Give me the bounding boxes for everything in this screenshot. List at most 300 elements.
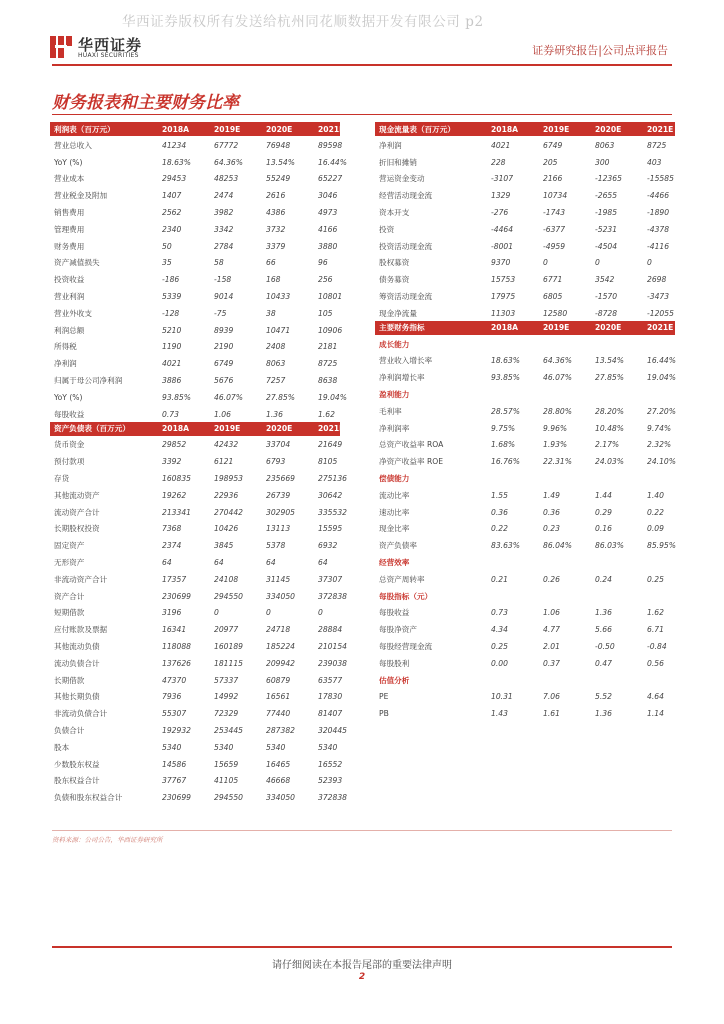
- row-value: 0.29: [595, 507, 612, 517]
- row-value: 118088: [162, 642, 191, 651]
- row-value: 2784: [214, 241, 234, 251]
- row-value: 46.07%: [543, 373, 572, 383]
- row-value: 1.62: [647, 608, 664, 618]
- row-value: 10801: [318, 292, 343, 302]
- row-value: 256: [318, 275, 333, 285]
- row-value: 2166: [543, 174, 563, 184]
- row-label: 负债合计: [54, 725, 85, 735]
- row-value: 205: [543, 157, 558, 167]
- row-value: 2190: [214, 342, 234, 352]
- row-value: 21649: [318, 440, 343, 450]
- table-row: [50, 469, 340, 486]
- row-value: 1.06: [543, 608, 560, 618]
- row-label: 每股收益: [379, 608, 410, 618]
- table-row: [375, 153, 675, 170]
- table-row: [50, 637, 340, 654]
- row-value: 2340: [162, 224, 182, 234]
- row-value: 81407: [318, 709, 343, 719]
- table-row: [50, 503, 340, 520]
- table-row: [375, 136, 675, 153]
- huaxi-logo-icon: [50, 34, 72, 60]
- row-value: 294550: [214, 793, 243, 803]
- table-title: 利润表（百万元）: [50, 122, 160, 136]
- year-header: 2018A: [160, 122, 212, 136]
- table-row: [375, 604, 675, 621]
- row-value: 33704: [266, 440, 291, 450]
- row-label: 销售费用: [54, 208, 85, 218]
- row-label: 营业税金及附加: [54, 191, 108, 201]
- row-value: 96: [318, 258, 328, 268]
- row-value: 5210: [162, 325, 182, 335]
- table-row: [375, 287, 675, 304]
- row-value: 1.06: [214, 409, 231, 419]
- row-value: 16.76%: [491, 457, 520, 467]
- table-title: 主要财务指标: [375, 321, 489, 335]
- row-value: 3732: [266, 224, 286, 234]
- row-value: 181115: [214, 658, 243, 668]
- header-divider: [52, 64, 672, 66]
- row-value: 14992: [214, 692, 239, 702]
- row-value: -4464: [491, 224, 514, 234]
- table-row: [50, 704, 340, 721]
- row-value: 7257: [266, 376, 286, 386]
- row-value: 19.04%: [647, 373, 676, 383]
- table-row: [50, 203, 340, 220]
- row-value: 93.85%: [162, 392, 191, 402]
- table-row: [375, 237, 675, 254]
- row-value: 64: [318, 558, 328, 568]
- table-row: [375, 436, 675, 453]
- row-label: 总资产周转率: [379, 574, 425, 584]
- row-value: 17357: [162, 574, 187, 584]
- row-value: 160189: [214, 642, 243, 651]
- row-value: -1743: [543, 208, 566, 218]
- table-row: [50, 587, 340, 604]
- row-value: 0.25: [491, 642, 508, 651]
- row-label: 债务募资: [379, 275, 410, 285]
- source-note: 资料来源：公司公告，华西证券研究所: [52, 836, 163, 844]
- row-value: 4.77: [543, 625, 560, 635]
- table-row: [50, 536, 340, 553]
- row-value: 1.93%: [543, 440, 568, 450]
- row-label: 应付账款及票据: [54, 625, 108, 635]
- row-label: 资产合计: [54, 591, 85, 601]
- table-row: [50, 388, 340, 405]
- row-value: 55249: [266, 174, 291, 184]
- row-value: -5231: [595, 224, 618, 234]
- table-row: [50, 436, 340, 453]
- row-value: 0: [647, 258, 652, 268]
- row-label: 长期借款: [54, 675, 85, 685]
- row-value: 6932: [318, 541, 338, 551]
- table-row: [50, 553, 340, 570]
- row-value: 63577: [318, 675, 343, 685]
- row-value: 27.85%: [595, 373, 624, 383]
- row-value: 18.63%: [491, 356, 520, 366]
- year-header: 2018A: [489, 122, 541, 136]
- table-row: [50, 270, 340, 287]
- row-value: 6793: [266, 457, 286, 467]
- row-value: 3845: [214, 541, 234, 551]
- huaxi-logo: [50, 34, 170, 64]
- row-label: 每股股利: [379, 658, 410, 668]
- row-value: 13.54%: [266, 157, 295, 167]
- row-value: 0.16: [595, 524, 612, 534]
- row-value: 198953: [214, 474, 243, 484]
- logo-name-en: HUAXI SECURITIES: [78, 52, 139, 59]
- row-value: 89598: [318, 140, 343, 150]
- table-header-row: [50, 422, 340, 436]
- table-row: [50, 354, 340, 371]
- group-heading: 成长能力: [379, 339, 410, 349]
- row-value: 5340: [266, 742, 286, 752]
- row-value: 3982: [214, 208, 234, 218]
- row-label: 资产减值损失: [54, 258, 100, 268]
- row-label: 利润总额: [54, 325, 85, 335]
- row-value: -3473: [647, 292, 670, 302]
- row-value: 5340: [318, 742, 338, 752]
- row-value: 275136: [318, 474, 347, 484]
- row-value: 4973: [318, 208, 338, 218]
- table-row: [50, 738, 340, 755]
- row-value: 2374: [162, 541, 182, 551]
- row-value: 2698: [647, 275, 667, 285]
- row-value: 0.00: [491, 658, 508, 668]
- row-value: 13113: [266, 524, 291, 534]
- row-value: 16552: [318, 759, 343, 769]
- row-label: 流动资产合计: [54, 507, 100, 517]
- row-value: 8939: [214, 325, 234, 335]
- row-value: 0.09: [647, 524, 664, 534]
- table-row: [50, 254, 340, 271]
- row-value: 18.63%: [162, 157, 191, 167]
- row-label: 归属于母公司净利润: [54, 376, 123, 386]
- row-value: -75: [214, 308, 227, 318]
- row-value: -4116: [647, 241, 670, 251]
- row-value: 1.36: [595, 608, 612, 618]
- row-value: 2.32%: [647, 440, 672, 450]
- row-value: 0.73: [162, 409, 179, 419]
- row-value: 0.56: [647, 658, 664, 668]
- row-value: 77440: [266, 709, 291, 719]
- row-value: 1407: [162, 191, 182, 201]
- right-financial-table: [375, 122, 675, 721]
- row-value: -1985: [595, 208, 618, 218]
- row-label: 营运资金变动: [379, 174, 425, 184]
- row-value: 2474: [214, 191, 234, 201]
- source-divider: [52, 830, 672, 831]
- row-value: 0: [595, 258, 600, 268]
- row-label: 固定资产: [54, 541, 85, 551]
- row-label: 净利润增长率: [379, 373, 425, 383]
- row-value: 10426: [214, 524, 239, 534]
- group-heading-row: [375, 671, 675, 688]
- row-value: 55307: [162, 709, 187, 719]
- row-value: 3379: [266, 241, 286, 251]
- row-value: 6805: [543, 292, 563, 302]
- row-label: 经营活动现金流: [379, 191, 433, 201]
- row-value: 16341: [162, 625, 187, 635]
- row-value: 41234: [162, 140, 187, 150]
- row-value: 66: [266, 258, 276, 268]
- row-value: 24.10%: [647, 457, 676, 467]
- row-value: 46.07%: [214, 392, 243, 402]
- table-row: [50, 486, 340, 503]
- row-value: 9.75%: [491, 423, 516, 433]
- year-header: 2021E: [645, 321, 675, 335]
- row-label: 投资活动现金流: [379, 241, 433, 251]
- row-value: 64: [214, 558, 224, 568]
- row-label: 流动比率: [379, 490, 410, 500]
- row-value: 8063: [266, 359, 286, 369]
- row-value: 10433: [266, 292, 291, 302]
- row-value: 10906: [318, 325, 343, 335]
- row-value: 5.52: [595, 692, 612, 702]
- group-heading-row: [375, 335, 675, 352]
- row-value: 52393: [318, 776, 343, 786]
- row-value: 19262: [162, 490, 187, 500]
- year-header: 2019E: [212, 122, 264, 136]
- year-header: 2018A: [160, 422, 212, 436]
- row-value: 0.47: [595, 658, 612, 668]
- row-value: 65227: [318, 174, 343, 184]
- row-value: 38: [266, 308, 276, 318]
- section-divider: [52, 114, 672, 115]
- row-value: 2.17%: [595, 440, 620, 450]
- row-value: -0.50: [595, 642, 615, 651]
- row-value: 4166: [318, 224, 338, 234]
- year-header: 2020E: [593, 122, 645, 136]
- row-value: 86.04%: [543, 541, 572, 551]
- table-row: [50, 338, 340, 355]
- row-value: 213341: [162, 507, 191, 517]
- row-value: 209942: [266, 658, 295, 668]
- row-value: 168: [266, 275, 281, 285]
- row-value: 3880: [318, 241, 338, 251]
- row-value: 1.62: [318, 409, 335, 419]
- row-value: 0.26: [543, 574, 560, 584]
- row-label: PE: [379, 692, 389, 702]
- row-value: 2.01: [543, 642, 560, 651]
- row-value: 42432: [214, 440, 239, 450]
- row-value: -1570: [595, 292, 618, 302]
- row-value: 46668: [266, 776, 291, 786]
- row-value: 8063: [595, 140, 615, 150]
- row-value: 16465: [266, 759, 291, 769]
- row-label: 净利润: [379, 140, 402, 150]
- row-value: -8001: [491, 241, 514, 251]
- group-heading: 经营效率: [379, 558, 410, 568]
- row-value: 0.36: [543, 507, 560, 517]
- row-value: 372838: [318, 591, 347, 601]
- table-row: [375, 220, 675, 237]
- row-value: 6749: [543, 140, 563, 150]
- table-header-row: [375, 321, 675, 335]
- row-value: -2655: [595, 191, 618, 201]
- row-value: -12365: [595, 174, 622, 184]
- table-row: [50, 654, 340, 671]
- row-label: 其他长期负债: [54, 692, 100, 702]
- group-heading: 估值分析: [379, 675, 410, 685]
- year-header: 2020E: [264, 122, 316, 136]
- row-value: 29852: [162, 440, 187, 450]
- row-value: 28884: [318, 625, 343, 635]
- table-row: [375, 304, 675, 321]
- row-value: 4021: [491, 140, 511, 150]
- row-value: 0: [543, 258, 548, 268]
- row-label: 现金比率: [379, 524, 410, 534]
- row-value: 28.20%: [595, 406, 624, 416]
- row-value: 372838: [318, 793, 347, 803]
- row-value: 105: [318, 308, 333, 318]
- row-label: 股权募资: [379, 258, 410, 268]
- row-label: 长期股权投资: [54, 524, 100, 534]
- row-value: 2408: [266, 342, 286, 352]
- row-value: 2181: [318, 342, 338, 352]
- row-value: 48253: [214, 174, 239, 184]
- row-value: -4504: [595, 241, 618, 251]
- table-row: [375, 452, 675, 469]
- row-label: 折旧和摊销: [379, 157, 417, 167]
- row-value: 12580: [543, 308, 568, 318]
- page-number: 2: [358, 972, 366, 982]
- row-value: -186: [162, 275, 180, 285]
- row-value: 6749: [214, 359, 234, 369]
- table-row: [375, 419, 675, 436]
- row-value: 37767: [162, 776, 187, 786]
- row-value: 5339: [162, 292, 182, 302]
- row-value: 5340: [214, 742, 234, 752]
- table-row: [375, 503, 675, 520]
- row-value: 15659: [214, 759, 239, 769]
- row-value: 27.85%: [266, 392, 295, 402]
- row-label: 每股经营现金流: [379, 642, 433, 651]
- table-row: [50, 287, 340, 304]
- row-value: 0.36: [491, 507, 508, 517]
- table-row: [50, 170, 340, 187]
- group-heading-row: [375, 385, 675, 402]
- row-value: 14586: [162, 759, 187, 769]
- row-label: 筹资活动现金流: [379, 292, 433, 302]
- table-row: [375, 620, 675, 637]
- row-value: -15585: [647, 174, 674, 184]
- footer-divider: [52, 946, 672, 948]
- row-value: -128: [162, 308, 180, 318]
- year-header: 2020E: [593, 321, 645, 335]
- row-value: 334050: [266, 591, 295, 601]
- row-label: 每股净资产: [379, 625, 417, 635]
- table-header-row: [375, 122, 675, 136]
- row-value: 7368: [162, 524, 182, 534]
- year-header: 2020E: [264, 422, 316, 436]
- row-value: 29453: [162, 174, 187, 184]
- section-title: 财务报表和主要财务比率: [52, 93, 239, 113]
- row-value: 210154: [318, 642, 347, 651]
- row-value: 0: [214, 608, 219, 618]
- row-value: 1.36: [266, 409, 283, 419]
- row-value: 15595: [318, 524, 343, 534]
- row-value: -0.84: [647, 642, 667, 651]
- row-label: 营业收入增长率: [379, 356, 433, 366]
- row-value: 50: [162, 241, 172, 251]
- table-row: [375, 368, 675, 385]
- row-value: 1.44: [595, 490, 612, 500]
- table-row: [375, 402, 675, 419]
- row-value: 13.54%: [595, 356, 624, 366]
- row-value: -8728: [595, 308, 618, 318]
- table-row: [375, 170, 675, 187]
- row-value: -4466: [647, 191, 670, 201]
- row-value: -3107: [491, 174, 514, 184]
- row-value: 320445: [318, 725, 347, 735]
- row-value: 72329: [214, 709, 239, 719]
- table-row: [375, 637, 675, 654]
- table-row: [50, 604, 340, 621]
- row-value: 230699: [162, 793, 191, 803]
- row-label: 股本: [54, 742, 70, 752]
- row-value: 1.55: [491, 490, 508, 500]
- row-value: 8638: [318, 376, 338, 386]
- row-value: 253445: [214, 725, 243, 735]
- row-label: 管理费用: [54, 224, 85, 234]
- row-value: 403: [647, 157, 662, 167]
- row-value: 9014: [214, 292, 234, 302]
- row-value: 0.24: [595, 574, 612, 584]
- row-value: 4386: [266, 208, 286, 218]
- row-value: 230699: [162, 591, 191, 601]
- row-value: 270442: [214, 507, 243, 517]
- row-value: 10.31: [491, 692, 513, 702]
- group-heading-row: [375, 469, 675, 486]
- table-row: [375, 536, 675, 553]
- table-header-row: [50, 122, 340, 136]
- row-value: -6377: [543, 224, 566, 234]
- row-value: 287382: [266, 725, 295, 735]
- row-value: 8105: [318, 457, 338, 467]
- table-row: [50, 153, 340, 170]
- row-value: 0: [266, 608, 271, 618]
- table-row: [50, 321, 340, 338]
- row-value: 22936: [214, 490, 239, 500]
- row-value: 35: [162, 258, 172, 268]
- row-value: 16561: [266, 692, 291, 702]
- row-value: 41105: [214, 776, 239, 786]
- row-value: 9370: [491, 258, 511, 268]
- row-label: 其他流动负债: [54, 642, 100, 651]
- row-value: 1.49: [543, 490, 560, 500]
- row-label: 短期借款: [54, 608, 85, 618]
- group-heading-row: [375, 553, 675, 570]
- row-value: 4021: [162, 359, 182, 369]
- table-row: [375, 186, 675, 203]
- row-label: 速动比率: [379, 507, 410, 517]
- row-label: 现金净流量: [379, 308, 417, 318]
- row-value: 0.73: [491, 608, 508, 618]
- row-value: 8725: [318, 359, 338, 369]
- table-row: [50, 721, 340, 738]
- row-value: 0: [318, 608, 323, 618]
- table-title: 资产负债表（百万元）: [50, 422, 160, 436]
- row-value: 300: [595, 157, 610, 167]
- row-label: 营业成本: [54, 174, 85, 184]
- row-label: 净利润率: [379, 423, 410, 433]
- group-heading-row: [375, 587, 675, 604]
- row-value: 16.44%: [318, 157, 347, 167]
- row-value: 9.74%: [647, 423, 672, 433]
- row-value: 67772: [214, 140, 239, 150]
- row-value: 28.57%: [491, 406, 520, 416]
- table-row: [50, 237, 340, 254]
